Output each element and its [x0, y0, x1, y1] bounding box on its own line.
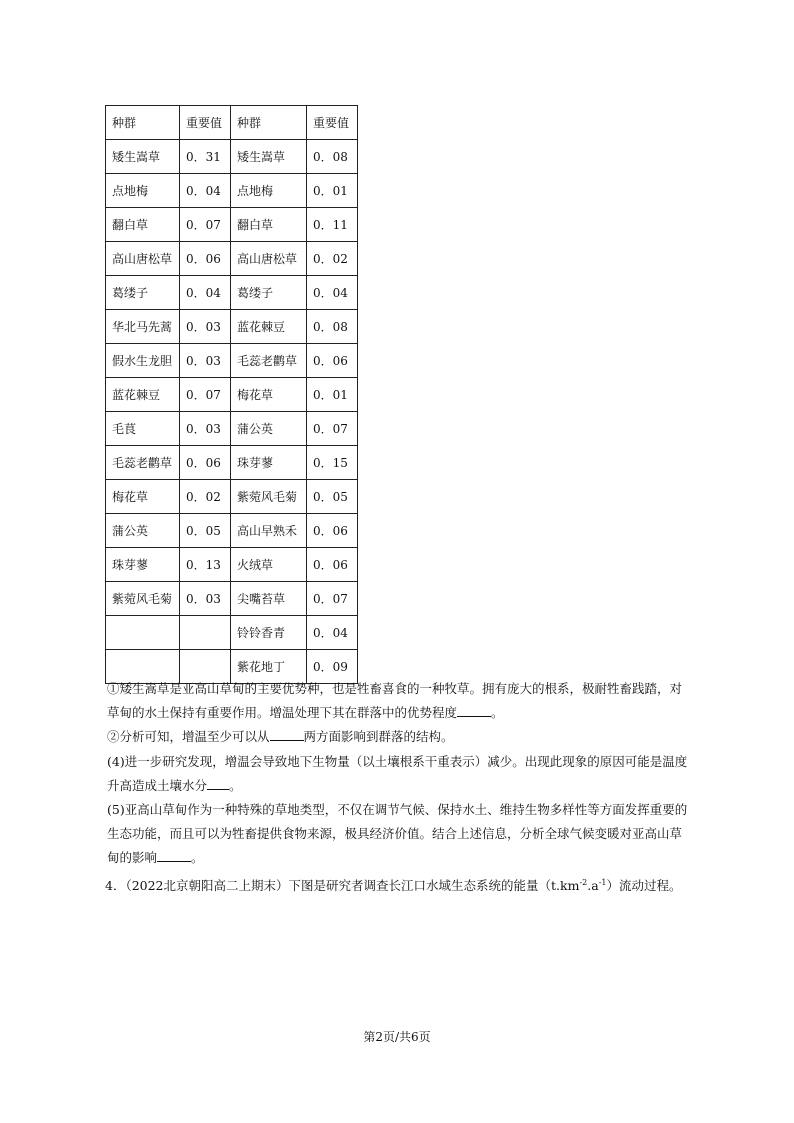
table-cell: 0．08: [307, 140, 358, 174]
table-cell: 翻白草: [231, 208, 307, 242]
table-cell: [106, 616, 180, 650]
table-cell: 0．06: [180, 446, 231, 480]
table-cell: 0．07: [307, 582, 358, 616]
table-cell: 种群: [106, 106, 180, 140]
table-cell: 葛缕子: [231, 276, 307, 310]
q5-line-1: (5)亚高山草甸作为一种特殊的草地类型，不仅在调节气候、保持水土、维持生物多样性等方面发挥重要的: [107, 802, 688, 817]
question-5: [107, 798, 689, 870]
table-cell: 点地梅: [106, 174, 180, 208]
table-cell: 尖嘴苔草: [231, 582, 307, 616]
table-cell: 0．13: [180, 548, 231, 582]
table-cell: 0．06: [307, 514, 358, 548]
question-1: [107, 677, 689, 725]
table-cell: 0．01: [307, 174, 358, 208]
table-cell: 毛茛: [106, 412, 180, 446]
table-cell: 0．15: [307, 446, 358, 480]
table-row: [106, 582, 358, 616]
table-cell: 0．06: [307, 344, 358, 378]
table-cell: 紫花地丁: [231, 650, 307, 684]
table-cell: 葛缕子: [106, 276, 180, 310]
table-cell: [180, 616, 231, 650]
table-row: [106, 174, 358, 208]
table-cell: 0．07: [307, 412, 358, 446]
table-row: [106, 140, 358, 174]
table-row: [106, 412, 358, 446]
q5-line-3: 甸的影响 。: [107, 846, 689, 870]
table-cell: 种群: [231, 106, 307, 140]
q4-line-1: (4)进一步研究发现，增温会导致地下生物量（以土壤根系干重表示）减少。出现此现象的原因可能是温度: [107, 754, 688, 769]
table-cell: 点地梅: [231, 174, 307, 208]
table-row: [106, 616, 358, 650]
table-cell: 毛蕊老鹳草: [106, 446, 180, 480]
question-4: [107, 750, 689, 798]
table-cell: 0．03: [180, 412, 231, 446]
table-cell: 0．04: [307, 276, 358, 310]
table-row: [106, 480, 358, 514]
answer-blank[interactable]: [207, 775, 229, 790]
answer-blank[interactable]: [270, 726, 304, 741]
table-row: [106, 378, 358, 412]
table-cell: 珠芽蓼: [106, 548, 180, 582]
table-cell: 0．04: [180, 174, 231, 208]
table-cell: 0．11: [307, 208, 358, 242]
table-cell: 珠芽蓼: [231, 446, 307, 480]
table-cell: 华北马先蒿: [106, 310, 180, 344]
table-cell: 矮生嵩草: [231, 140, 307, 174]
table-cell: 0．03: [180, 310, 231, 344]
table-cell: 蒲公英: [106, 514, 180, 548]
table-cell: 0．09: [307, 650, 358, 684]
table-cell: 0．08: [307, 310, 358, 344]
table-cell: 高山唐松草: [231, 242, 307, 276]
table-cell: 矮生嵩草: [106, 140, 180, 174]
table-header-row: [106, 106, 358, 140]
table-cell: 高山唐松草: [106, 242, 180, 276]
table-row: [106, 208, 358, 242]
table-cell: 0．06: [180, 242, 231, 276]
species-importance-table: [105, 105, 358, 684]
table-cell: 梅花草: [231, 378, 307, 412]
q5-line-2: 生态功能，而且可以为牲畜提供食物来源，极具经济价值。结合上述信息，分析全球气候变暖对亚高山草: [107, 826, 683, 841]
table-row: [106, 276, 358, 310]
table-cell: 蓝花棘豆: [231, 310, 307, 344]
q4-line-2: 升高造成土壤水分 。: [107, 774, 689, 798]
table-cell: 重要值: [180, 106, 231, 140]
table-row: [106, 514, 358, 548]
answer-blank[interactable]: [157, 847, 191, 862]
table-cell: 紫菀风毛菊: [231, 480, 307, 514]
table-cell: 0．03: [180, 582, 231, 616]
table-cell: 0．03: [180, 344, 231, 378]
page-footer: 第2页/共6页: [363, 1030, 431, 1044]
table-row: [106, 242, 358, 276]
table-cell: 0．07: [180, 378, 231, 412]
table-cell: 假水生龙胆: [106, 344, 180, 378]
question-2: ②分析可知，增温至少可以从 两方面影响到群落的结构。: [107, 725, 689, 749]
table-cell: 紫菀风毛菊: [106, 582, 180, 616]
table-cell: 0．04: [180, 276, 231, 310]
table-cell: 0．01: [307, 378, 358, 412]
table-row: [106, 548, 358, 582]
table-cell: 蓝花棘豆: [106, 378, 180, 412]
table-cell: 重要值: [307, 106, 358, 140]
table-cell: 0．07: [180, 208, 231, 242]
table-cell: 翻白草: [106, 208, 180, 242]
table-cell: 0．05: [307, 480, 358, 514]
table-cell: 0．04: [307, 616, 358, 650]
question-4-next: 4．（2022北京朝阳高二上期末）下图是研究者调查长江口水域生态系统的能量$(t.km^{-2}.a^{-1})$流动过程。: [105, 878, 682, 894]
q1-line-2: 草甸的水土保持有重要作用。增温处理下其在群落中的优势程度 。: [107, 701, 689, 725]
table-cell: 0．05: [180, 514, 231, 548]
table-cell: 梅花草: [106, 480, 180, 514]
table-cell: 高山早熟禾: [231, 514, 307, 548]
table-row: [106, 344, 358, 378]
answer-blank[interactable]: [457, 702, 491, 717]
table-cell: 0．02: [307, 242, 358, 276]
table-row: [106, 446, 358, 480]
table-cell: 毛蕊老鹳草: [231, 344, 307, 378]
table-cell: 0．31: [180, 140, 231, 174]
table-cell: 蒲公英: [231, 412, 307, 446]
table-cell: 铃铃香青: [231, 616, 307, 650]
table-cell: 火绒草: [231, 548, 307, 582]
table-row: [106, 310, 358, 344]
table-cell: 0．02: [180, 480, 231, 514]
q1-line-1: ①矮生嵩草是亚高山草甸的主要优势种，也是牲畜喜食的一种牧草。拥有庞大的根系，极耐牲畜践踏，对: [107, 681, 683, 696]
table-cell: 0．06: [307, 548, 358, 582]
